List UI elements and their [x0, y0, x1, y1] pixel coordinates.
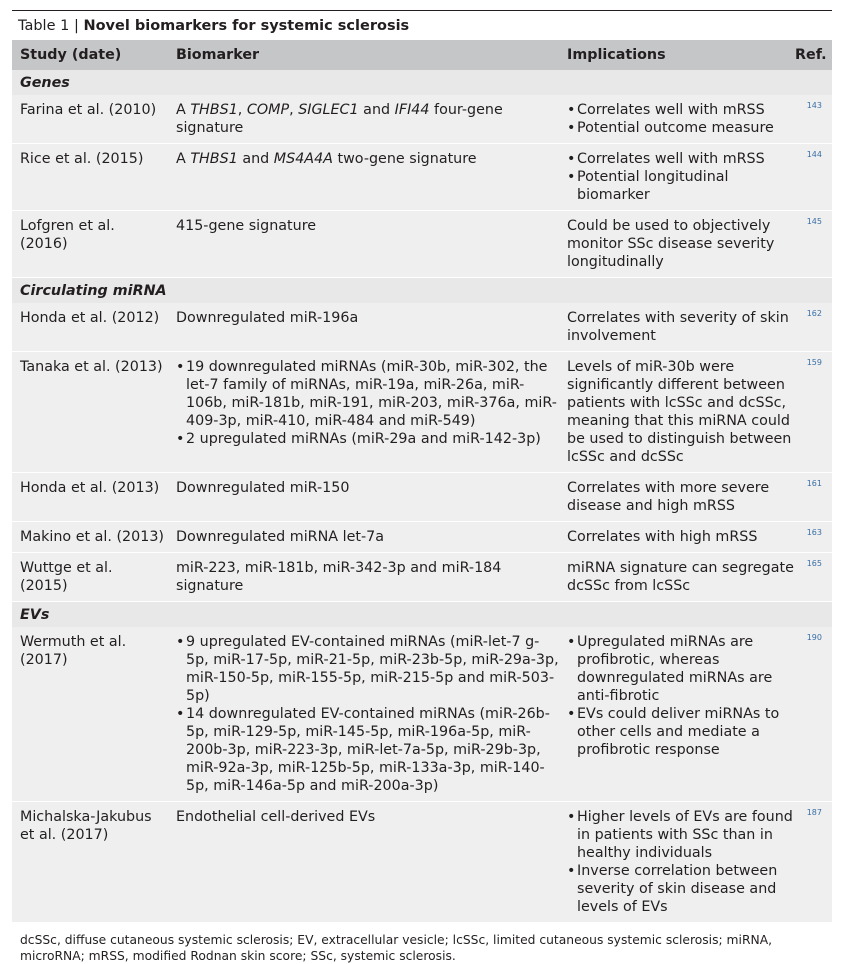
cell-study: Wermuth et al. (2017): [12, 627, 168, 802]
biomarker-text: ,: [237, 102, 247, 118]
table-row: [12, 627, 832, 802]
table-row: [12, 802, 832, 923]
cell-implications: [559, 627, 795, 802]
cell-implications: Correlates with more severe disease and high mRSS: [559, 473, 795, 522]
section-label: EVs: [12, 602, 832, 628]
cell-biomarker: Downregulated miR-150: [168, 473, 559, 522]
cell-biomarker: [168, 95, 559, 144]
cell-ref: 144: [795, 144, 832, 211]
biomarker-text: and: [237, 151, 274, 167]
header-biomarker: Biomarker: [168, 40, 559, 70]
section-row-evs: [12, 602, 832, 628]
cell-implications: miRNA signature can segregate dcSSc from lcSSc: [559, 553, 795, 602]
table-row: [12, 553, 832, 602]
table-body: [12, 70, 832, 923]
footnote: dcSSc, diffuse cutaneous systemic sclerosis; EV, extracellular vesicle; lcSSc, limited cutaneous systemic sclerosis; miRNA, microRNA; mRSS, modified Rodnan skin score; SSc, systemic sclerosis.: [20, 933, 773, 963]
biomarker-text: four-gene signature: [176, 102, 503, 136]
cell-study: Honda et al. (2013): [12, 473, 168, 522]
cell-biomarker: 415-gene signature: [168, 211, 559, 278]
cell-ref: 187: [795, 802, 832, 923]
cell-biomarker: [168, 144, 559, 211]
biomarker-table: [12, 40, 832, 923]
caption-separator: |: [69, 18, 84, 34]
cell-biomarker: [168, 627, 559, 802]
gene-name: COMP: [246, 102, 290, 118]
cell-biomarker: miR-223, miR-181b, miR-342-3p and miR-184 signature: [168, 553, 559, 602]
cell-study: Wuttge et al. (2015): [12, 553, 168, 602]
bullet-list: [176, 358, 559, 448]
cell-ref: 143: [795, 95, 832, 144]
cell-biomarker: [168, 352, 559, 473]
table-row: [12, 211, 832, 278]
section-row-genes: [12, 70, 832, 95]
header-study: Study (date): [12, 40, 168, 70]
cell-biomarker: Downregulated miRNA let-7a: [168, 522, 559, 553]
bullet-item: • Potential longitudinal biomarker: [567, 168, 795, 204]
cell-implications: Could be used to objectively monitor SSc disease severity longitudinally: [559, 211, 795, 278]
gene-name: THBS1: [190, 102, 238, 118]
table-row: [12, 473, 832, 522]
cell-implications: [559, 95, 795, 144]
cell-study: Michalska-Jakubus et al. (2017): [12, 802, 168, 923]
gene-name: THBS1: [190, 151, 238, 167]
bullet-item: • 2 upregulated miRNAs (miR-29a and miR-142-3p): [176, 430, 559, 448]
header-implications: Implications: [559, 40, 795, 70]
table-row: [12, 303, 832, 352]
caption-label: Table 1: [18, 18, 70, 34]
cell-ref: 159: [795, 352, 832, 473]
biomarker-text: A: [176, 151, 191, 167]
cell-ref: 145: [795, 211, 832, 278]
bullet-list: [567, 808, 795, 916]
header-row: [12, 40, 832, 70]
biomarker-text: A: [176, 102, 191, 118]
bullet-list: [567, 633, 795, 759]
cell-study: Tanaka et al. (2013): [12, 352, 168, 473]
cell-biomarker: Endothelial cell-derived EVs: [168, 802, 559, 923]
bullet-item: • Correlates well with mRSS: [567, 101, 795, 119]
section-label: Genes: [12, 70, 832, 95]
biomarker-text: and: [358, 102, 395, 118]
cell-implications: [559, 802, 795, 923]
table-row: [12, 95, 832, 144]
bullet-item: • Inverse correlation between severity of skin disease and levels of EVs: [567, 862, 795, 916]
cell-study: Farina et al. (2010): [12, 95, 168, 144]
cell-ref: 165: [795, 553, 832, 602]
table-caption: [12, 11, 832, 40]
cell-implications: Correlates with severity of skin involvement: [559, 303, 795, 352]
bullet-item: • Higher levels of EVs are found in patients with SSc than in healthy individuals: [567, 808, 795, 862]
table-container: [12, 10, 832, 964]
cell-study: Makino et al. (2013): [12, 522, 168, 553]
cell-implications: Correlates with high mRSS: [559, 522, 795, 553]
bullet-list: [567, 101, 795, 137]
cell-ref: 161: [795, 473, 832, 522]
gene-name: MS4A4A: [273, 151, 333, 167]
bullet-item: • 19 downregulated miRNAs (miR-30b, miR-302, the let-7 family of miRNAs, miR-19a, miR-26a, miR-106b, miR-181b, miR-191, miR-203, miR-376a, miR-409-3p, miR-410, miR-484 and miR-549): [176, 358, 559, 430]
caption-title: Novel biomarkers for systemic sclerosis: [83, 18, 410, 34]
bullet-item: • Correlates well with mRSS: [567, 150, 795, 168]
bullet-item: • Upregulated miRNAs are profibrotic, whereas downregulated miRNAs are anti-fibrotic: [567, 633, 795, 705]
cell-study: Rice et al. (2015): [12, 144, 168, 211]
cell-biomarker: Downregulated miR-196a: [168, 303, 559, 352]
gene-name: SIGLEC1: [298, 102, 359, 118]
cell-implications: Levels of miR-30b were significantly different between patients with lcSSc and dcSSc, meaning that this miRNA could be used to distinguish between lcSSc and dcSSc: [559, 352, 795, 473]
section-row-mirna: [12, 278, 832, 304]
table-row: [12, 352, 832, 473]
cell-ref: 163: [795, 522, 832, 553]
cell-study: Lofgren et al. (2016): [12, 211, 168, 278]
biomarker-text: ,: [289, 102, 299, 118]
gene-name: IFI44: [394, 102, 430, 118]
biomarker-text: two-gene signature: [332, 151, 477, 167]
header-ref: Ref.: [795, 40, 832, 70]
cell-implications: [559, 144, 795, 211]
cell-ref: 190: [795, 627, 832, 802]
section-label: Circulating miRNA: [12, 278, 832, 304]
bullet-list: [567, 150, 795, 204]
bullet-item: • Potential outcome measure: [567, 119, 795, 137]
bullet-item: • 9 upregulated EV-contained miRNAs (miR-let-7 g-5p, miR-17-5p, miR-21-5p, miR-23b-5p, miR-29a-3p, miR-150-5p, miR-155-5p, miR-215-5p and miR-503-5p): [176, 633, 559, 705]
cell-ref: 162: [795, 303, 832, 352]
bullet-item: • 14 downregulated EV-contained miRNAs (miR-26b-5p, miR-129-5p, miR-145-5p, miR-196a-5p, miR-200b-3p, miR-223-3p, miR-let-7a-5p, miR-29b-3p, miR-92a-3p, miR-125b-5p, miR-133a-3p, miR-140-5p, miR-146a-5p and miR-200a-3p): [176, 705, 559, 795]
table-row: [12, 144, 832, 211]
table-row: [12, 522, 832, 553]
bullet-list: [176, 633, 559, 795]
cell-study: Honda et al. (2012): [12, 303, 168, 352]
bullet-item: • EVs could deliver miRNAs to other cells and mediate a profibrotic response: [567, 705, 795, 759]
